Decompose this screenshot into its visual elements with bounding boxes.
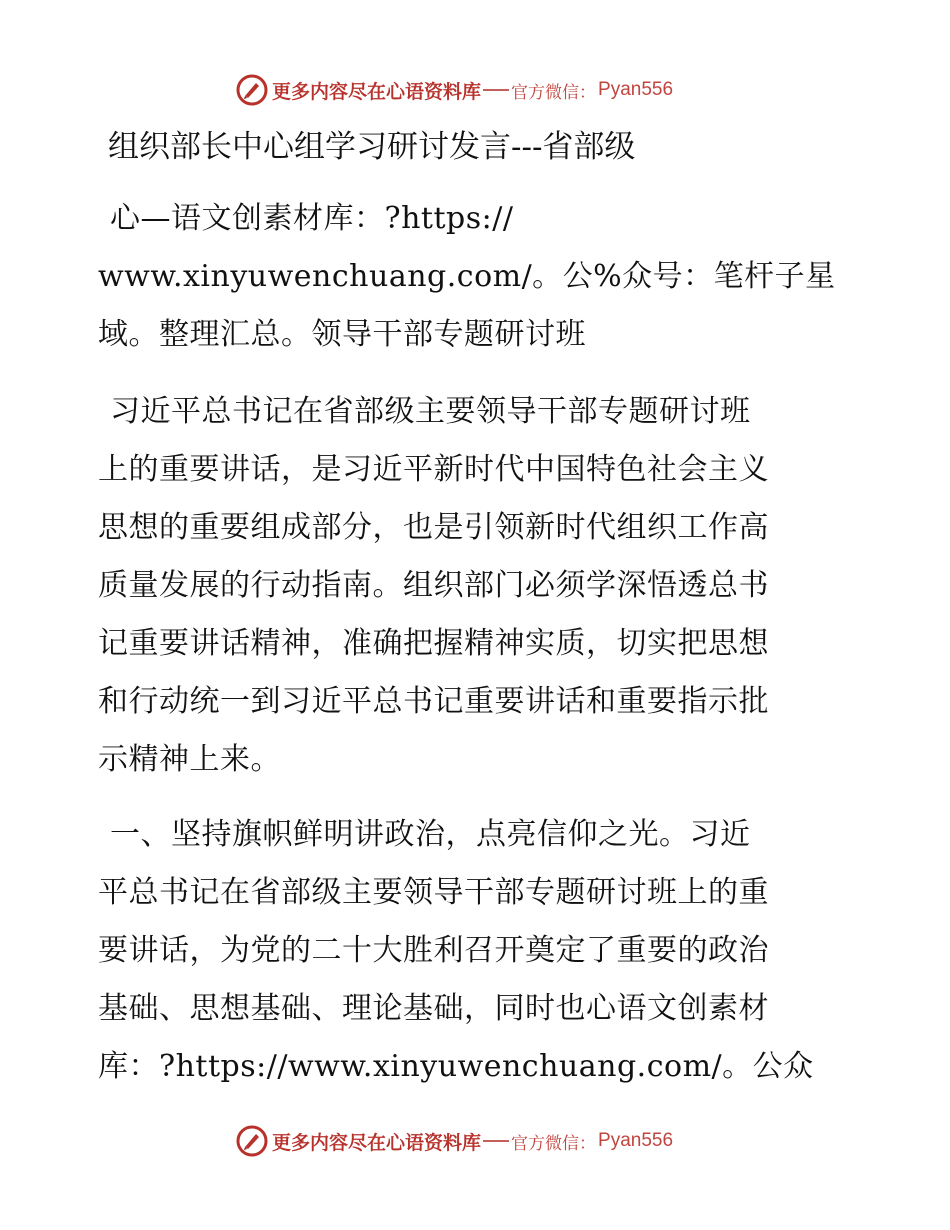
banner-divider — [483, 89, 509, 91]
text-line: 域。整理汇总。领导干部专题研讨班 — [98, 317, 586, 352]
text-line: 质量发展的行动指南。组织部门必须学深悟透总书 — [98, 568, 769, 603]
text-line: 示精神上来。 — [98, 742, 281, 777]
banner-divider — [483, 1140, 509, 1142]
text-line: 要讲话，为党的二十大胜利召开奠定了重要的政治 — [98, 933, 769, 968]
text-line: 库：?https://www.xinyuwenchuang.com/。公众 — [98, 1049, 814, 1084]
text-line: 思想的重要组成部分，也是引领新时代组织工作高 — [98, 510, 769, 545]
intro-paragraph — [98, 190, 858, 364]
text-line: 基础、思想基础、理论基础，同时也心语文创素材 — [98, 991, 769, 1026]
footer-banner — [236, 1124, 673, 1158]
banner-text: 更多内容尽在心语资料库 — [272, 80, 482, 103]
banner-wechat-label: 官方微信： — [511, 1133, 597, 1154]
banner-wechat-id: Pyan556 — [598, 79, 674, 100]
brand-logo-icon — [236, 1125, 268, 1157]
text-line: 上的重要讲话，是习近平新时代中国特色社会主义 — [98, 452, 769, 487]
banner-wechat-id: Pyan556 — [598, 1130, 674, 1151]
text-line: www.xinyuwenchuang.com/。公%众号：笔杆子星 — [98, 259, 836, 294]
text-line: 平总书记在省部级主要领导干部专题研讨班上的重 — [98, 875, 769, 910]
text-line: 心—语文创素材库：?https:// — [110, 201, 514, 236]
text-line: 一、坚持旗帜鲜明讲政治，点亮信仰之光。习近 — [110, 817, 751, 852]
body-paragraph-2 — [98, 806, 858, 1096]
document-title: 组织部长中心组学习研讨发言---省部级 — [108, 129, 636, 165]
banner-text: 更多内容尽在心语资料库 — [272, 1131, 482, 1154]
text-line: 习近平总书记在省部级主要领导干部专题研讨班 — [110, 394, 751, 429]
text-line: 记重要讲话精神，准确把握精神实质，切实把思想 — [98, 626, 769, 661]
header-banner — [236, 73, 673, 107]
body-paragraph-1 — [98, 383, 858, 789]
banner-wechat-label: 官方微信： — [511, 82, 597, 103]
brand-logo-icon — [236, 74, 268, 106]
text-line: 和行动统一到习近平总书记重要讲话和重要指示批 — [98, 684, 769, 719]
